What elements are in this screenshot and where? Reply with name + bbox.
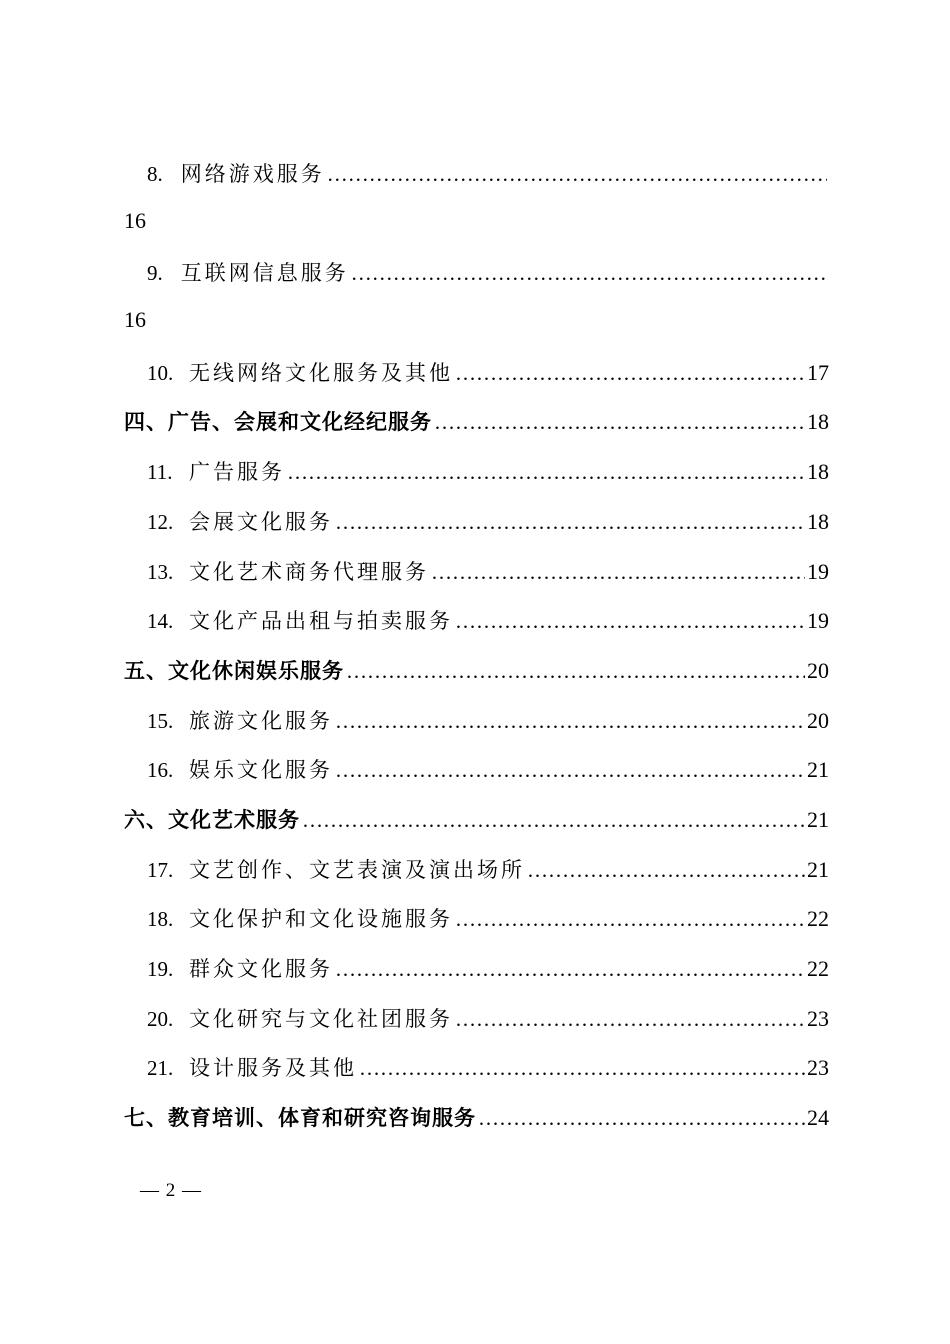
toc-entry[interactable] — [0, 148, 950, 198]
toc-entry-number: 14. — [147, 609, 174, 634]
toc-leader-dots — [335, 959, 805, 980]
toc-section-title: 五、文化休闲娱乐服务 — [124, 658, 344, 683]
toc-entry[interactable] — [0, 943, 950, 993]
toc-entry-page: 22 — [807, 906, 829, 932]
toc-leader-dots — [335, 760, 805, 781]
toc-entry-page: 21 — [807, 757, 829, 783]
toc-leader-dots — [351, 263, 827, 284]
toc-section-title: 七、教育培训、体育和研究咨询服务 — [124, 1106, 476, 1131]
toc-entry-page: 18 — [807, 459, 829, 485]
toc-entry-number: 19. — [147, 957, 174, 981]
toc-leader-dots — [527, 860, 805, 881]
toc-entry-number: 20. — [147, 1006, 174, 1031]
toc-leader-dots — [327, 164, 827, 185]
toc-entry-title: 群众文化服务 — [189, 957, 333, 981]
toc-section-title: 四、广告、会展和文化经纪服务 — [124, 410, 432, 435]
toc-leader-dots — [455, 909, 805, 930]
toc-entry[interactable] — [0, 347, 950, 397]
toc-entry-title: 互联网信息服务 — [180, 261, 349, 286]
toc-leader-dots — [302, 810, 805, 831]
toc-entry[interactable] — [0, 546, 950, 596]
toc-entry-page: 17 — [807, 359, 829, 385]
toc-entry[interactable] — [0, 744, 950, 794]
toc-leader-dots — [335, 711, 805, 732]
toc-entry-title: 旅游文化服务 — [189, 708, 333, 733]
toc-entry-number: 12. — [147, 509, 174, 534]
toc-section-heading[interactable] — [0, 645, 950, 695]
toc-entry-page: 23 — [807, 1005, 829, 1031]
toc-entry-page: 24 — [807, 1105, 829, 1131]
toc-entry[interactable] — [0, 695, 950, 745]
toc-entry-page: 23 — [807, 1055, 829, 1081]
toc-section-heading[interactable] — [0, 1092, 950, 1142]
toc-entry-page: 20 — [807, 657, 829, 683]
toc-leader-dots — [359, 1058, 805, 1079]
toc-leader-dots — [431, 562, 805, 583]
toc-entry-wrapped-page — [0, 198, 950, 248]
toc-entry-page: 18 — [807, 409, 829, 435]
toc-entry-title: 文化研究与文化社团服务 — [189, 1006, 453, 1031]
toc-entry-title: 文化艺术商务代理服务 — [189, 559, 429, 584]
toc-entry-page: 16 — [124, 207, 146, 233]
toc-leader-dots — [455, 611, 805, 632]
toc-leader-dots — [455, 1009, 805, 1030]
toc-entry-page: 18 — [807, 508, 829, 534]
toc-entry-number: 21. — [147, 1056, 174, 1081]
toc-entry-number: 16. — [147, 758, 174, 783]
toc-entry[interactable] — [0, 844, 950, 894]
toc-entry-number: 10. — [147, 360, 174, 385]
toc-entry-title: 会展文化服务 — [189, 509, 333, 534]
toc-entry-page: 16 — [124, 307, 146, 333]
toc-entry[interactable] — [0, 1042, 950, 1092]
toc-entry-page: 20 — [807, 707, 829, 733]
toc-entry-number: 11. — [147, 460, 173, 485]
toc-entry-title: 文化保护和文化设施服务 — [189, 907, 453, 932]
toc-leader-dots — [434, 412, 805, 433]
toc-entry[interactable] — [0, 247, 950, 297]
toc-entry[interactable] — [0, 993, 950, 1043]
toc-leader-dots — [478, 1108, 805, 1129]
toc-leader-dots — [287, 462, 805, 483]
toc-entry-title: 设计服务及其他 — [189, 1056, 357, 1081]
toc-entry-wrapped-page — [0, 297, 950, 347]
toc-entry-title: 文化产品出租与拍卖服务 — [189, 609, 453, 634]
toc-leader-dots — [335, 512, 805, 533]
toc-entry-page: 21 — [807, 806, 829, 832]
toc-entry[interactable] — [0, 446, 950, 496]
toc-entry-title: 广告服务 — [189, 460, 285, 485]
toc-entry-page: 19 — [807, 558, 829, 584]
toc-entry-title: 文艺创作、文艺表演及演出场所 — [189, 857, 525, 882]
toc-entry-title: 娱乐文化服务 — [189, 758, 333, 783]
toc-entry[interactable] — [0, 595, 950, 645]
toc-entry-number: 13. — [147, 559, 174, 584]
toc-entry-page: 22 — [807, 956, 829, 981]
toc-section-heading[interactable] — [0, 794, 950, 844]
toc-leader-dots — [455, 363, 805, 384]
toc-section-title: 六、文化艺术服务 — [124, 807, 300, 832]
toc-leader-dots — [346, 661, 805, 682]
toc-section-heading[interactable] — [0, 396, 950, 446]
toc-entry-title: 无线网络文化服务及其他 — [189, 360, 453, 385]
table-of-contents — [0, 148, 950, 1142]
toc-entry-page: 19 — [807, 608, 829, 634]
toc-entry-number: 9. — [147, 261, 163, 286]
toc-entry[interactable] — [0, 496, 950, 546]
toc-entry-number: 17. — [147, 857, 174, 882]
toc-entry-title: 网络游戏服务 — [180, 162, 325, 186]
toc-entry-number: 8. — [147, 162, 163, 186]
page-number-footer: — 2 — — [140, 1180, 202, 1201]
toc-entry-number: 18. — [147, 907, 174, 932]
toc-entry[interactable] — [0, 893, 950, 943]
toc-entry-page: 21 — [807, 856, 829, 882]
toc-entry-number: 15. — [147, 708, 174, 733]
